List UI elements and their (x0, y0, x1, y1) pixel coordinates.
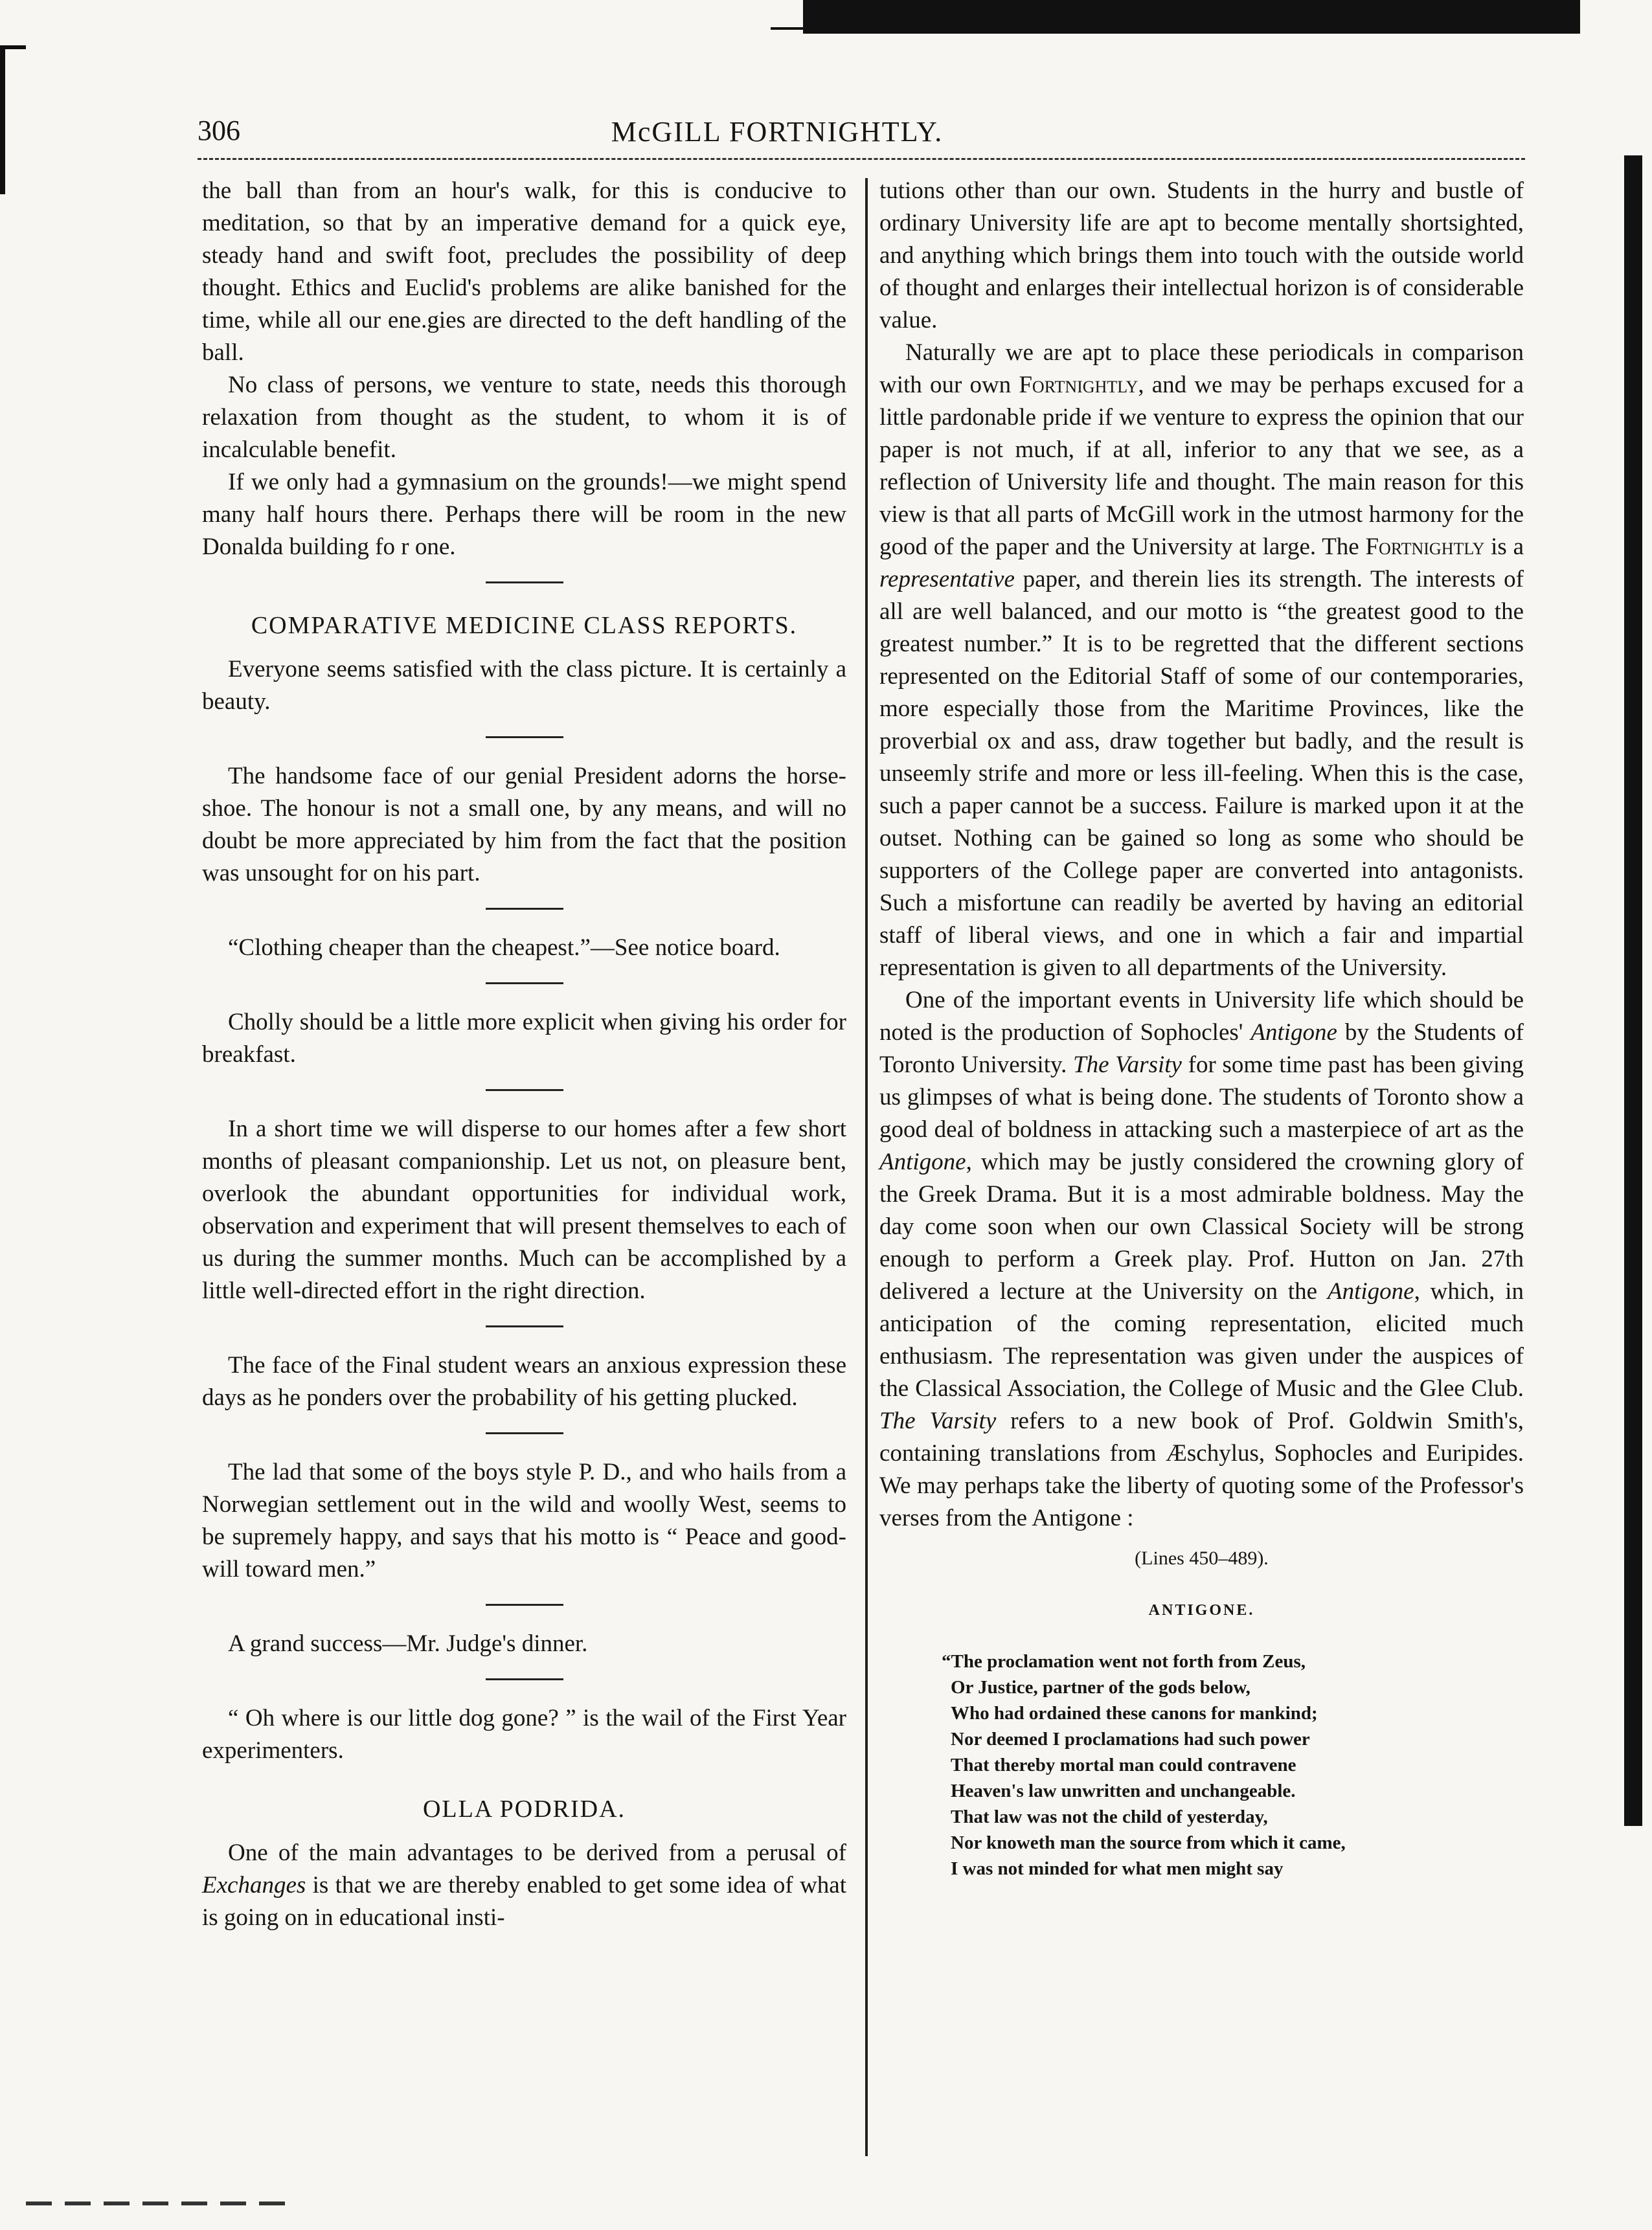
paragraph (879, 337, 1524, 984)
poem-line: Nor knoweth man the source from which it came, (951, 1832, 1346, 1853)
separator-rule (486, 581, 563, 583)
running-head: McGILL FORTNIGHTLY. (611, 116, 944, 148)
separator-rule (486, 982, 563, 984)
class-report-item: Cholly should be a little more explicit when giving his order for breakfast. (202, 1009, 846, 1068)
text-run: , which, in anticipation of the coming representation, elicited much enthusiasm. The representation was given under the auspices of the Classical Association, the College of Music and the Glee Club. (879, 1278, 1524, 1402)
text-run: Naturally we are apt to place these periodicals in comparison with our own (879, 339, 1524, 398)
lines-reference: (Lines 450–489). (1135, 1548, 1269, 1569)
class-report-item: The lad that some of the boys style P. D., and who hails from a Norwegian settlement out in the wild and woolly West, seems to be supremely happy, and says that his motto is “ Peace and good-will toward men.” (202, 1459, 846, 1582)
italic-title: The Varsity (879, 1408, 997, 1434)
poem-line: Who had ordained these canons for mankind; (951, 1703, 1318, 1724)
scan-edge-bottom (26, 2202, 285, 2205)
small-caps-title: Fortnightly (1019, 372, 1138, 398)
separator-rule (486, 1604, 563, 1606)
paragraph: If we only had a gymnasium on the grounds!—we might spend many half hours there. Perhaps there will be room in the new Donalda building fo r one. (202, 469, 846, 560)
separator-rule (486, 1325, 563, 1327)
text-run: One of the important events in University life which should be noted is the production of Sophocles' (879, 987, 1524, 1046)
scan-edge-left-top (0, 45, 26, 49)
separator-rule (486, 1089, 563, 1091)
italic-title: Antigone (1327, 1278, 1414, 1305)
class-report-item: “Clothing cheaper than the cheapest.”—See notice board. (228, 934, 780, 961)
header-rule (198, 158, 1525, 160)
class-report-item: Everyone seems satisfied with the class picture. It is certainly a beauty. (202, 656, 846, 715)
class-report-item: The face of the Final student wears an anxious expression these days as he ponders over the probability of his getting plucked. (202, 1352, 846, 1411)
class-report-item: In a short time we will disperse to our homes after a few short months of pleasant companionship. Let us not, on pleasure bent, overlook the abundant opportunities for individual work, observation and experiment that will present themselves to each of us during the summer months. Much can be accomplished by a little well-directed effort in the right direction. (202, 1116, 846, 1304)
scan-edge-bar (803, 0, 1580, 34)
paragraph: the ball than from an hour's walk, for this is conducive to meditation, so that by an imperative demand for a quick eye, steady hand and swift foot, precludes the possibility of deep thought. Ethics and Euclid's problems are alike banished for the time, while all our ene.gies are directed to the deft handling of the ball. (202, 177, 846, 366)
poem-line: That thereby mortal man could contravene (951, 1755, 1296, 1775)
scan-edge-right (1624, 155, 1642, 1826)
text-run: by the Students of Toronto University. (879, 1019, 1524, 1078)
poem-line: I was not minded for what men might say (951, 1858, 1284, 1879)
text-run: refers to a new book of Prof. Goldwin Smith's, containing translations from Æschylus, Sophocles and Euripides. We may perhaps take the liberty of quoting some of the Professor's verses from the Antigone : (879, 1408, 1524, 1531)
scan-edge-bar-thin (771, 27, 809, 30)
italic-word: representative (879, 566, 1015, 592)
section-title: OLLA PODRIDA. (422, 1796, 626, 1823)
separator-rule (486, 908, 563, 910)
poem-title: ANTIGONE. (1148, 1602, 1255, 1619)
class-report-item: “ Oh where is our little dog gone? ” is the wail of the First Year experimenters. (202, 1705, 846, 1764)
right-column (879, 175, 1524, 1882)
left-column (202, 175, 846, 1934)
separator-rule (486, 1678, 563, 1680)
poem (942, 1649, 1524, 1882)
italic-title: Exchanges (202, 1872, 306, 1898)
poem-line: Or Justice, partner of the gods below, (951, 1677, 1250, 1698)
section-title: COMPARATIVE MEDICINE CLASS REPORTS. (251, 612, 798, 639)
text-run: , and we may be perhaps excused for a little pardonable pride if we venture to express the opinion that our paper is not much, if at all, inferior to any that we see, as a reflection of University life and thought. The main reason for this view is that all parts of McGill work in the utmost harmony for the good of the paper and the University at large. The (879, 372, 1524, 560)
paragraph: tutions other than our own. Students in the hurry and bustle of ordinary University life are apt to become mentally shortsighted, and anything which brings them into touch with the outside world of thought and enlarges their intellectual horizon is of considerable value. (879, 177, 1524, 333)
paragraph (879, 984, 1524, 1535)
text-run: is a (1484, 534, 1524, 560)
text-run: paper, and therein lies its strength. The interests of all are well balanced, and our motto is “the greatest good to the greatest number.” It is to be regretted that the different sections represented on the Editorial Staff of some of our contemporaries, more especially those from the Maritime Provinces, like the proverbial ox and ass, draw together but badly, and the result is unseemly strife and more or less ill-feeling. When this is the case, such a paper cannot be a success. Failure is marked upon it at the outset. Nothing can be gained so long as some who should be supporters of the College paper are converted into antagonists. Such a misfortune can readily be averted by having an editorial staff of liberal views, and one in which a fair and impartial representation is given to all departments of the University. (879, 566, 1524, 981)
separator-rule (486, 1432, 563, 1434)
page-number: 306 (198, 115, 240, 146)
small-caps-title: Fortnightly (1365, 534, 1485, 560)
class-report-item: The handsome face of our genial President adorns the horse-shoe. The honour is not a small one, by any means, and will no doubt be more appreciated by him from the fact that the position was unsought for on his part. (202, 763, 846, 886)
italic-title: The Varsity (1073, 1052, 1182, 1078)
italic-title: Antigone (1250, 1019, 1337, 1046)
paragraph (202, 1837, 846, 1934)
text-run: One of the main advantages to be derived from a perusal of (228, 1840, 846, 1866)
poem-line: “The proclamation went not forth from Zeus, (942, 1651, 1306, 1672)
paragraph: No class of persons, we venture to state, needs this thorough relaxation from thought as the student, to whom it is of incalculable benefit. (202, 372, 846, 463)
text-run: for some time past has been giving us glimpses of what is being done. The students of Toronto show a good deal of boldness in attacking such a masterpiece of art as the (879, 1052, 1524, 1143)
poem-line: Nor deemed I proclamations had such power (951, 1729, 1310, 1750)
scan-edge-left (0, 45, 5, 194)
italic-title: Antigone (879, 1149, 966, 1175)
separator-rule (486, 736, 563, 738)
text-run: is that we are thereby enabled to get some idea of what is going on in educational insti- (202, 1872, 846, 1931)
column-rule (865, 178, 868, 2156)
poem-line: Heaven's law unwritten and unchangeable. (951, 1781, 1296, 1801)
poem-line: That law was not the child of yesterday, (951, 1807, 1268, 1827)
class-report-item: A grand success—Mr. Judge's dinner. (228, 1630, 588, 1657)
text-run: , which may be justly considered the crowning glory of the Greek Drama. But it is a most admirable boldness. May the day come soon when our own Classical Society will be strong enough to perform a Greek play. Prof. Hutton on Jan. 27th delivered a lecture at the University on the (879, 1149, 1524, 1305)
